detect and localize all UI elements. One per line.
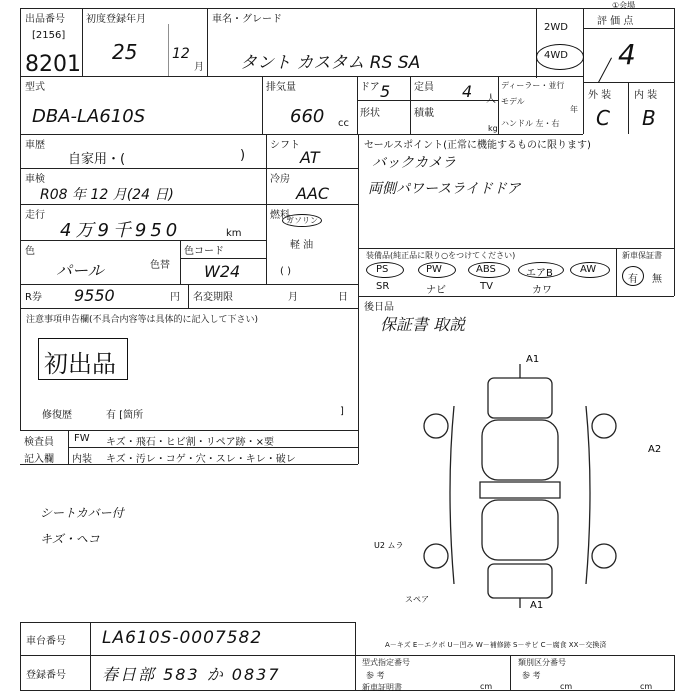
warranty-label: 新車保証書 [622,251,662,260]
recycle-value: 9550 [74,286,115,305]
reg-value: 春日部 583 か 0837 [102,665,281,684]
kg-unit: kg [488,124,498,133]
diagram-label-u2: U2 ムラ [374,541,404,550]
equip-navi: ナビ [426,285,446,296]
reference-label: 参 考 [366,671,385,680]
lot-code: [2156] [32,30,66,41]
color-code-value: W24 [204,262,241,281]
first-listing: 初出品 [44,350,116,378]
fuel-label: 燃料 [270,210,290,221]
fuel-gas: ガソリン [282,214,322,227]
month-label: 月 [288,292,298,303]
post-docs-label: 後日品 [364,302,394,313]
equip-tv: TV [480,281,493,292]
new-car-spec-label: 新車証明書 [362,683,402,692]
circle-airbag [518,262,564,278]
car-name: タント カスタム RS SA [240,53,421,73]
inspection-label: 車検 [25,174,45,185]
car-name-label: 車名・グレード [212,14,282,25]
reference-label-2: 参 考 [522,671,541,680]
circle-pw [418,262,456,278]
lot-number: 8201 [25,52,81,77]
capacity-value: 4 [462,82,473,101]
drive-2wd: 2WD [544,22,568,33]
reg-label: 登録番号 [26,670,66,681]
sales-point-2: 両側パワースライドドア [368,181,521,197]
color-value: パール [56,261,104,280]
equipment-label: 装備品(純正品に限り○をつけてください) [366,251,516,260]
repair-value: 有 [箇所 [106,410,144,421]
fw-items: キズ・飛石・ヒビ割・リペア跡・×要 [106,437,274,448]
mileage-label: 走行 [25,210,45,221]
handwritten-note-1: シートカバー付 [40,506,124,520]
history-close: ) [240,148,246,163]
exterior-label: 外 装 [588,90,612,101]
named-deadline-label: 名変期限 [193,292,233,303]
circle-abs [468,262,510,278]
fuel-paren: ( ) [280,266,291,277]
inspector-label-2: 記入欄 [24,454,54,465]
model-year-label: モデル [501,97,525,106]
int-items: キズ・汚レ・コゲ・穴・スレ・キレ・破レ [106,454,296,465]
cm-unit-2: cm [560,682,573,691]
fw-label: FW [74,433,90,444]
diagram-legend: A－キズ E－エクボ U－凹み W－補修跡 S－サビ C－腐食 XX－交換済 [385,641,607,649]
cm-unit-1: cm [480,682,493,691]
handle-label: ハンドル 左・右 [501,119,560,128]
type-label: 型式 [25,82,45,93]
int-label: 内装 [72,454,92,465]
circle-aw [570,262,610,278]
displacement-value: 660 [290,106,325,127]
doors-value: 5 [380,82,391,101]
first-reg-label: 初度登録年月 [86,14,146,25]
class-label: 類別区分番号 [518,658,566,667]
person-unit: 人 [486,94,496,105]
score-label: 評 価 点 [597,16,634,27]
equip-abs: ABS [476,264,496,275]
sales-points-label: セールスポイント(正常に機能するものに限ります) [364,140,591,151]
chassis-label: 車台番号 [26,636,66,647]
km-unit: km [226,228,242,239]
cc-unit: cc [338,118,349,129]
type-value: DBA-LA610S [32,106,146,127]
shift-value: AT [300,148,320,167]
score-value: 4 [618,38,636,71]
first-reg-month: 12 [172,46,190,62]
diagram-label-a1-bottom: A1 [530,600,544,610]
warranty-yes: 有 [628,274,638,285]
repair-close: ] [340,406,344,417]
day-label: 日 [338,292,348,303]
diagram-label-a2: A2 [648,444,662,455]
top-right-note: ①会場 [612,1,636,10]
color-change-label: 色替 [150,260,170,271]
color-label: 色 [25,246,35,257]
doors-label: ドア [360,82,380,93]
first-reg-year: 25 [112,40,138,64]
cm-unit-3: cm [640,682,653,691]
shift-label: シフト [270,140,300,151]
notes-label: 注意事項申告欄(不具合内容等は具体的に記入して下さい) [26,315,259,325]
spare-label: スペア [405,595,429,604]
model-year-unit: 年 [570,105,578,114]
capacity-label: 定員 [414,82,434,93]
equip-pw: PW [426,264,442,275]
yen-unit: 円 [170,292,180,303]
color-code-label: 色コード [184,246,224,257]
equip-aw: AW [580,264,597,275]
history-label: 車歴 [25,140,45,151]
chassis-value: LA610S-0007582 [102,628,263,648]
fuel-light: 軽 油 [290,240,314,251]
lot-label: 出品番号 [25,14,65,25]
displacement-label: 排気量 [266,82,296,93]
inspection-value: R08 年 12 月(24 日) [40,187,174,203]
history-value: 自家用・( [68,152,126,167]
post-docs-value: 保証書 取説 [380,315,466,334]
warranty-no: 無 [652,274,662,285]
repair-label: 修復歴 [42,410,72,421]
equip-airbag: エアB [526,268,553,279]
inspector-label-1: 検査員 [24,437,54,448]
equip-leather: カワ [532,285,552,296]
drive-4wd: 4WD [544,50,568,61]
circle-warranty-yes [622,266,644,286]
equip-ps: PS [376,264,389,275]
dealer-label: ディーラー・並行 [501,81,565,90]
load-label: 積載 [414,108,434,119]
diagram-label-a1-top: A1 [526,354,540,365]
ac-label: 冷房 [270,174,290,185]
sales-point-1: バックカメラ [372,155,456,171]
recycle-label: R券 [25,292,42,303]
handwritten-note-2: キズ・ヘコ [40,532,100,546]
shape-label: 形状 [360,108,380,119]
ac-value: AAC [296,184,330,203]
car-diagram [370,350,670,610]
mileage-value: 4万9千950 [60,220,182,241]
interior-grade: B [642,106,656,130]
type-spec-label: 型式指定番号 [362,658,410,667]
circle-ps [366,262,404,278]
equip-sr: SR [376,281,390,292]
exterior-grade: C [596,106,610,130]
first-reg-month-unit: 月 [194,62,204,73]
interior-label: 内 装 [634,90,658,101]
